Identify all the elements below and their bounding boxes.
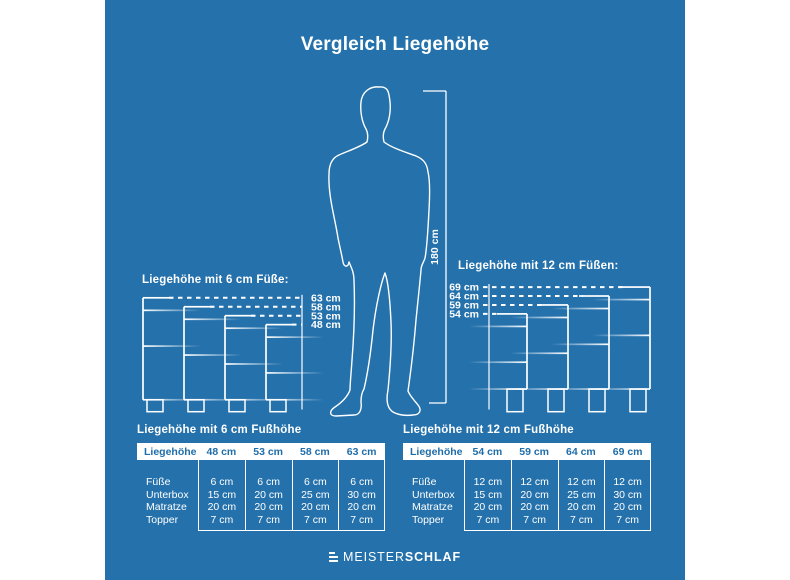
table-body [403,460,651,531]
table-cell: 7 cm [604,514,651,527]
person-outline [329,87,430,416]
bed-height-label: 53 cm [311,310,341,323]
table-cell: 20 cm [464,501,511,514]
bed-foot [229,400,245,412]
bed-layer-line [469,326,527,328]
table-cell: 7 cm [338,514,385,527]
table-spacer [198,526,245,531]
bed-top-line [143,297,173,299]
table-cell: 6 cm [338,476,385,489]
bed-layer-line [551,308,609,310]
logo [105,549,685,565]
table-column-header: 64 cm [565,445,596,458]
bed-layer-line [592,335,650,337]
table-row-label: Füße [412,476,437,488]
table-spacer [403,460,464,476]
table-spacer [403,526,464,531]
table-6cm [137,424,385,531]
bed-height-label: 48 cm [311,319,341,332]
table-spacer [198,460,245,476]
table-cell: 20 cm [511,489,558,502]
table-cell: 6 cm [245,476,292,489]
bed-layer-line [184,318,242,320]
table-header-row [403,443,651,460]
table-title: Liegehöhe mit 6 cm Fußhöhe [137,424,302,436]
bed-foot [507,389,523,412]
table-cell: 12 cm [464,476,511,489]
table-cell: 20 cm [338,501,385,514]
table-cell: 15 cm [464,489,511,502]
bed-group-6cm-feet [143,292,341,411]
table-cell: 7 cm [511,514,558,527]
bed-height-label: 63 cm [311,292,341,305]
table-spacer [292,460,339,476]
group-heading-6cm: Liegehöhe mit 6 cm Füße: [142,274,289,286]
table-spacer [558,526,605,531]
table-cell: 20 cm [558,501,605,514]
table-cell: 12 cm [511,476,558,489]
bed-group-12cm-feet [449,282,650,412]
bed-height-label: 64 cm [449,290,479,303]
table-row-label: Topper [412,513,445,526]
bed-layer-line [143,345,201,347]
table-row-label: Unterbox [412,488,455,501]
table-spacer [292,526,339,531]
table-spacer [245,526,292,531]
bed-layer-line [510,352,568,354]
table-column-header: 48 cm [206,445,237,458]
bed-foot [548,389,564,412]
table-cell: 25 cm [292,489,339,502]
table-cell: 7 cm [558,514,605,527]
table-spacer [511,526,558,531]
table-cell: 15 cm [198,489,245,502]
bed-layer-line [551,343,609,345]
logo-text-meister: MEISTER [343,550,405,564]
table-row-label: Topper [146,513,179,526]
table-cell: 30 cm [604,489,651,502]
bed-layer-line [266,372,324,374]
table-cell: 25 cm [558,489,605,502]
bed-layer-line [225,327,283,329]
table-spacer [558,460,605,476]
table-spacer [338,460,385,476]
table-header-row [137,443,385,460]
bed-top-line [620,286,650,288]
table-cell: 7 cm [292,514,339,527]
table-cell: 12 cm [558,476,605,489]
bed-layer-line [266,336,324,338]
table-cell: 20 cm [198,501,245,514]
mattress-stack-icon [329,552,338,563]
table-cell: 7 cm [245,514,292,527]
bed-height-label: 59 cm [449,299,479,312]
table-cell: 6 cm [292,476,339,489]
table-row-label: Füße [146,476,171,488]
table-cell: 7 cm [464,514,511,527]
bed-top-line [579,295,609,297]
bed-top-line [184,306,214,308]
table-header-label: Liegehöhe [144,445,197,458]
table-column-header: 63 cm [346,445,377,458]
table-cell: 6 cm [198,476,245,489]
table-title: Liegehöhe mit 12 cm Fußhöhe [403,424,574,436]
bed-top-line [266,324,296,326]
table-cell: 20 cm [245,489,292,502]
table-spacer [511,460,558,476]
bed-foot [147,400,163,412]
table-spacer [245,460,292,476]
table-column-header: 59 cm [519,445,550,458]
bed-layer-line [510,317,568,319]
bed-height-label: 58 cm [311,301,341,314]
table-cell: 12 cm [604,476,651,489]
table-cell: 20 cm [292,501,339,514]
table-12cm [403,424,651,531]
bed-layer-line [143,309,201,311]
table-column-header: 69 cm [612,445,643,458]
table-cell: 30 cm [338,489,385,502]
table-cell: 20 cm [245,501,292,514]
table-row-label: Matratze [146,501,187,514]
bed-foot [589,389,605,412]
bed-layer-line [225,363,283,365]
table-spacer [338,526,385,531]
table-column-header: 58 cm [299,445,330,458]
bed-height-label: 54 cm [449,308,479,321]
table-row-label: Matratze [412,501,453,514]
bed-layer-line [184,354,242,356]
bed-foot [270,400,286,412]
bed-top-line [497,313,527,315]
table-column-header: 54 cm [472,445,503,458]
bed-foot [188,400,204,412]
table-spacer [464,460,511,476]
bed-top-line [225,315,255,317]
bed-height-label: 69 cm [449,281,479,294]
table-spacer [604,460,651,476]
table-spacer [604,526,651,531]
group-heading-12cm: Liegehöhe mit 12 cm Füßen: [458,260,619,272]
table-column-header: 53 cm [253,445,284,458]
table-body [137,460,385,531]
table-cell: 7 cm [198,514,245,527]
table-cell: 20 cm [604,501,651,514]
logo-text-schlaf: SCHLAF [404,550,461,564]
table-row-label: Unterbox [146,488,189,501]
table-spacer [137,460,198,476]
bed-layer-line [592,299,650,301]
bed-foot [630,389,646,412]
table-cell: 20 cm [511,501,558,514]
table-spacer [137,526,198,531]
bed-layer-line [469,361,527,363]
page-title: Vergleich Liegehöhe [300,34,490,55]
person-height-label: 180 cm [429,229,441,265]
table-header-label: Liegehöhe [410,445,463,458]
table-spacer [464,526,511,531]
bed-top-line [538,304,568,306]
